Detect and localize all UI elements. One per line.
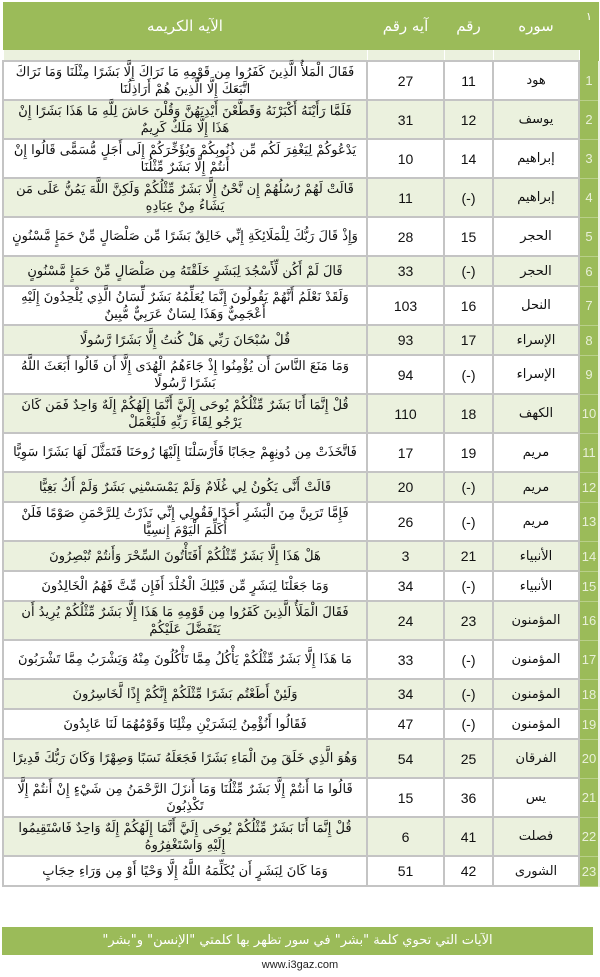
row-index: 15	[579, 571, 599, 601]
row-index: 5	[579, 217, 599, 256]
surah-number: (-)	[444, 472, 493, 502]
table-row	[3, 139, 599, 178]
ayah-text: قَالَتْ لَهُمْ رُسُلُهُمْ إِن نَّحْنُ إِلَّا بَشَرٌ مِّثْلُكُمْ وَلَكِنَّ اللَّهَ يَمُنُّ عَلَى مَن يَشَاءُ مِنْ عِبَادِهِ	[3, 178, 367, 217]
ayah-number: 51	[367, 856, 444, 886]
ayah-text: قَالَتْ أَنَّى يَكُونُ لِي غُلَامٌ وَلَمْ يَمْسَسْنِي بَشَرٌ وَلَمْ أَكُ بَغِيًّا	[3, 472, 367, 502]
ayah-number: 28	[367, 217, 444, 256]
table-row	[3, 217, 599, 256]
surah-number: (-)	[444, 709, 493, 739]
ayah-text: فَاتَّخَذَتْ مِن دُونِهِمْ حِجَابًا فَأَرْسَلْنَا إِلَيْهَا رُوحَنَا فَتَمَثَّلَ لَهَا بَشَرًا سَوِيًّا	[3, 433, 367, 472]
row-index: 7	[579, 286, 599, 325]
row-index: 11	[579, 433, 599, 472]
header-surah-number: رقم	[444, 2, 493, 50]
table-row	[3, 640, 599, 679]
surah-name: المؤمنون	[493, 640, 579, 679]
ayah-text: قُلْ سُبْحَانَ رَبِّي هَلْ كُنتُ إِلَّا بَشَرًا رَّسُولًا	[3, 325, 367, 355]
row-index: 12	[579, 472, 599, 502]
row-index: 23	[579, 856, 599, 886]
surah-name: مريم	[493, 472, 579, 502]
row-index: 1	[579, 61, 599, 100]
ayah-number: 27	[367, 61, 444, 100]
surah-number: 42	[444, 856, 493, 886]
surah-name: الحجر	[493, 256, 579, 286]
ayah-number: 34	[367, 571, 444, 601]
row-index: 13	[579, 502, 599, 541]
row-index: 4	[579, 178, 599, 217]
surah-name: يوسف	[493, 100, 579, 139]
row-index: 19	[579, 709, 599, 739]
table-row	[3, 256, 599, 286]
footer-caption: الآيات التي تحوي كلمة "بشر" في سور تظهر بها كلمتي "الإنسن" و"بشر"	[2, 927, 593, 955]
surah-number: 16	[444, 286, 493, 325]
surah-name: الشورى	[493, 856, 579, 886]
row-index: 6	[579, 256, 599, 286]
row-index: 8	[579, 325, 599, 355]
table-frame	[2, 2, 598, 887]
ayah-number: 17	[367, 433, 444, 472]
ayah-number: 3	[367, 541, 444, 571]
row-index: 21	[579, 778, 599, 817]
table-row	[3, 325, 599, 355]
ayah-text: هَلْ هَذَا إِلَّا بَشَرٌ مِّثْلُكُمْ أَفَتَأْتُونَ السِّحْرَ وَأَنتُمْ تُبْصِرُونَ	[3, 541, 367, 571]
ayah-number: 54	[367, 739, 444, 778]
ayah-number: 33	[367, 256, 444, 286]
ayah-text: فَقَالَ الْمَلَأُ الَّذِينَ كَفَرُوا مِن قَوْمِهِ مَا هَذَا إِلَّا بَشَرٌ مِّثْلُكُمْ يُرِيدُ أَن يَتَفَضَّلَ عَلَيْكُمْ	[3, 601, 367, 640]
ayah-text: مَا هَذَا إِلَّا بَشَرٌ مِّثْلُكُمْ يَأْكُلُ مِمَّا تَأْكُلُونَ مِنْهُ وَيَشْرَبُ مِمَّا تَشْرَبُونَ	[3, 640, 367, 679]
ayah-text: وَهُوَ الَّذِي خَلَقَ مِنَ الْمَاءِ بَشَرًا فَجَعَلَهُ نَسَبًا وَصِهْرًا وَكَانَ رَبُّكَ قَدِيرًا	[3, 739, 367, 778]
spacer-cell	[367, 50, 444, 61]
ayah-text: فَلَمَّا رَأَيْنَهُ أَكْبَرْنَهُ وَقَطَّعْنَ أَيْدِيَهُنَّ وَقُلْنَ حَاشَ لِلَّهِ مَا هَذَا بَشَرًا إِنْ هَذَا إِلَّا مَلَكٌ كَرِيمٌ	[3, 100, 367, 139]
header-row	[3, 2, 599, 50]
website-link[interactable]: www.i3gaz.com	[261, 959, 339, 971]
row-index: 10	[579, 394, 599, 433]
header-ayah-number: آيه رقم	[367, 2, 444, 50]
surah-number: (-)	[444, 178, 493, 217]
surah-name: الإسراء	[493, 355, 579, 394]
ayah-number: 94	[367, 355, 444, 394]
surah-name: النحل	[493, 286, 579, 325]
spacer-cell	[579, 50, 599, 61]
ayah-text: قُلْ إِنَّمَا أَنَا بَشَرٌ مِّثْلُكُمْ يُوحَى إِلَيَّ أَنَّمَا إِلَهُكُمْ إِلَهٌ وَاحِدٌ فَاسْتَقِيمُوا إِلَيْهِ وَاسْتَغْفِرُوهُ	[3, 817, 367, 856]
ayah-number: 15	[367, 778, 444, 817]
surah-name: إبراهيم	[493, 178, 579, 217]
table-row	[3, 286, 599, 325]
table-body	[3, 61, 599, 886]
surah-number: 41	[444, 817, 493, 856]
ayah-text: فَقَالُوا أَنُؤْمِنُ لِبَشَرَيْنِ مِثْلِنَا وَقَوْمُهُمَا لَنَا عَابِدُونَ	[3, 709, 367, 739]
surah-name: الإسراء	[493, 325, 579, 355]
ayah-number: 10	[367, 139, 444, 178]
ayah-text: وَمَا جَعَلْنَا لِبَشَرٍ مِّن قَبْلِكَ الْخُلْدَ أَفَإِن مِّتَّ فَهُمُ الْخَالِدُونَ	[3, 571, 367, 601]
row-index: 18	[579, 679, 599, 709]
ayah-number: 11	[367, 178, 444, 217]
ayah-text: وَلَئِنْ أَطَعْتُم بَشَرًا مِّثْلَكُمْ إِنَّكُمْ إِذًا لَّخَاسِرُونَ	[3, 679, 367, 709]
row-index: 17	[579, 640, 599, 679]
table-row	[3, 433, 599, 472]
ayah-number: 93	[367, 325, 444, 355]
table-row	[3, 61, 599, 100]
table-row	[3, 709, 599, 739]
spacer-cell	[3, 50, 367, 61]
spacer-cell	[444, 50, 493, 61]
verses-table	[2, 2, 600, 887]
surah-number: (-)	[444, 640, 493, 679]
ayah-number: 24	[367, 601, 444, 640]
ayah-number: 26	[367, 502, 444, 541]
row-index: 9	[579, 355, 599, 394]
surah-number: 21	[444, 541, 493, 571]
row-index: 14	[579, 541, 599, 571]
surah-number: (-)	[444, 502, 493, 541]
ayah-text: فَإِمَّا تَرَيِنَّ مِنَ الْبَشَرِ أَحَدًا فَقُولِي إِنِّي نَذَرْتُ لِلرَّحْمَنِ صَوْمًا فَلَنْ أُكَلِّمَ الْيَوْمَ إِنسِيًّا	[3, 502, 367, 541]
surah-number: 14	[444, 139, 493, 178]
ayah-text: يَدْعُوكُمْ لِيَغْفِرَ لَكُم مِّن ذُنُوبِكُمْ وَيُؤَخِّرَكُمْ إِلَى أَجَلٍ مُّسَمًّى قَالُوا إِنْ أَنتُمْ إِلَّا بَشَرٌ مِّثْلُنَا	[3, 139, 367, 178]
ayah-text: وَلَقَدْ نَعْلَمُ أَنَّهُمْ يَقُولُونَ إِنَّمَا يُعَلِّمُهُ بَشَرٌ لِّسَانُ الَّذِي يُلْحِدُونَ إِلَيْهِ أَعْجَمِيٌّ وَهَذَا لِسَانٌ عَرَبِيٌّ مُّبِينٌ	[3, 286, 367, 325]
table-row	[3, 178, 599, 217]
ayah-number: 110	[367, 394, 444, 433]
surah-name: الأنبياء	[493, 541, 579, 571]
surah-number: 11	[444, 61, 493, 100]
surah-name: المؤمنون	[493, 679, 579, 709]
surah-number: 36	[444, 778, 493, 817]
ayah-number: 47	[367, 709, 444, 739]
header-ayah-text: الآيه الكريمه	[3, 2, 367, 50]
surah-number: 12	[444, 100, 493, 139]
surah-name: فصلت	[493, 817, 579, 856]
surah-name: الحجر	[493, 217, 579, 256]
table-row	[3, 100, 599, 139]
surah-number: 23	[444, 601, 493, 640]
ayah-text: وَمَا كَانَ لِبَشَرٍ أَن يُكَلِّمَهُ اللَّهُ إِلَّا وَحْيًا أَوْ مِن وَرَاءِ حِجَابٍ	[3, 856, 367, 886]
table-row	[3, 817, 599, 856]
surah-name: هود	[493, 61, 579, 100]
ayah-text: وَمَا مَنَعَ النَّاسَ أَن يُؤْمِنُوا إِذْ جَاءَهُمُ الْهُدَى إِلَّا أَن قَالُوا أَبَعَثَ اللَّهُ بَشَرًا رَّسُولًا	[3, 355, 367, 394]
ayah-number: 6	[367, 817, 444, 856]
table-row	[3, 541, 599, 571]
table-row	[3, 394, 599, 433]
surah-name: الكهف	[493, 394, 579, 433]
ayah-text: قَالُوا مَا أَنتُمْ إِلَّا بَشَرٌ مِّثْلُنَا وَمَا أَنزَلَ الرَّحْمَنُ مِن شَيْءٍ إِنْ أَنتُمْ إِلَّا تَكْذِبُونَ	[3, 778, 367, 817]
surah-number: (-)	[444, 679, 493, 709]
surah-name: المؤمنون	[493, 601, 579, 640]
table-row	[3, 502, 599, 541]
row-index: 2	[579, 100, 599, 139]
table-row	[3, 739, 599, 778]
table-row	[3, 679, 599, 709]
table-row	[3, 601, 599, 640]
surah-name: مريم	[493, 433, 579, 472]
row-index: 16	[579, 601, 599, 640]
table-row	[3, 856, 599, 886]
row-index: 20	[579, 739, 599, 778]
ayah-number: 31	[367, 100, 444, 139]
surah-number: 17	[444, 325, 493, 355]
surah-number: (-)	[444, 355, 493, 394]
table-row	[3, 778, 599, 817]
surah-name: يس	[493, 778, 579, 817]
surah-number: 18	[444, 394, 493, 433]
header-surah: سوره	[493, 2, 579, 50]
surah-number: (-)	[444, 571, 493, 601]
surah-name: الفرقان	[493, 739, 579, 778]
surah-name: إبراهيم	[493, 139, 579, 178]
surah-number: (-)	[444, 256, 493, 286]
row-index: 3	[579, 139, 599, 178]
surah-name: مريم	[493, 502, 579, 541]
header-index: ١	[579, 2, 599, 50]
ayah-number: 103	[367, 286, 444, 325]
ayah-text: فَقَالَ الْمَلأُ الَّذِينَ كَفَرُوا مِن قَوْمِهِ مَا نَرَاكَ إِلَّا بَشَرًا مِثْلَنَا وَمَا نَرَاكَ اتَّبَعَكَ إِلَّا الَّذِينَ هُمْ أَرَاذِلُنَا	[3, 61, 367, 100]
ayah-text: قَالَ لَمْ أَكُن لِّأَسْجُدَ لِبَشَرٍ خَلَقْتَهُ مِن صَلْصَالٍ مِّنْ حَمَإٍ مَّسْنُونٍ	[3, 256, 367, 286]
surah-number: 15	[444, 217, 493, 256]
table-row	[3, 355, 599, 394]
spacer-cell	[493, 50, 579, 61]
row-index: 22	[579, 817, 599, 856]
ayah-text: قُلْ إِنَّمَا أَنَا بَشَرٌ مِّثْلُكُمْ يُوحَى إِلَيَّ أَنَّمَا إِلَهُكُمْ إِلَهٌ وَاحِدٌ فَمَن كَانَ يَرْجُو لِقَاءَ رَبِّهِ فَلْيَعْمَلْ	[3, 394, 367, 433]
ayah-number: 20	[367, 472, 444, 502]
ayah-text: وَإِذْ قَالَ رَبُّكَ لِلْمَلَائِكَةِ إِنِّي خَالِقٌ بَشَرًا مِّن صَلْصَالٍ مِّنْ حَمَإٍ مَّسْنُونٍ	[3, 217, 367, 256]
table-row	[3, 571, 599, 601]
surah-number: 25	[444, 739, 493, 778]
table-row	[3, 472, 599, 502]
surah-name: الأنبياء	[493, 571, 579, 601]
header-spacer-row	[3, 50, 599, 61]
surah-name: المؤمنون	[493, 709, 579, 739]
surah-number: 19	[444, 433, 493, 472]
ayah-number: 34	[367, 679, 444, 709]
ayah-number: 33	[367, 640, 444, 679]
